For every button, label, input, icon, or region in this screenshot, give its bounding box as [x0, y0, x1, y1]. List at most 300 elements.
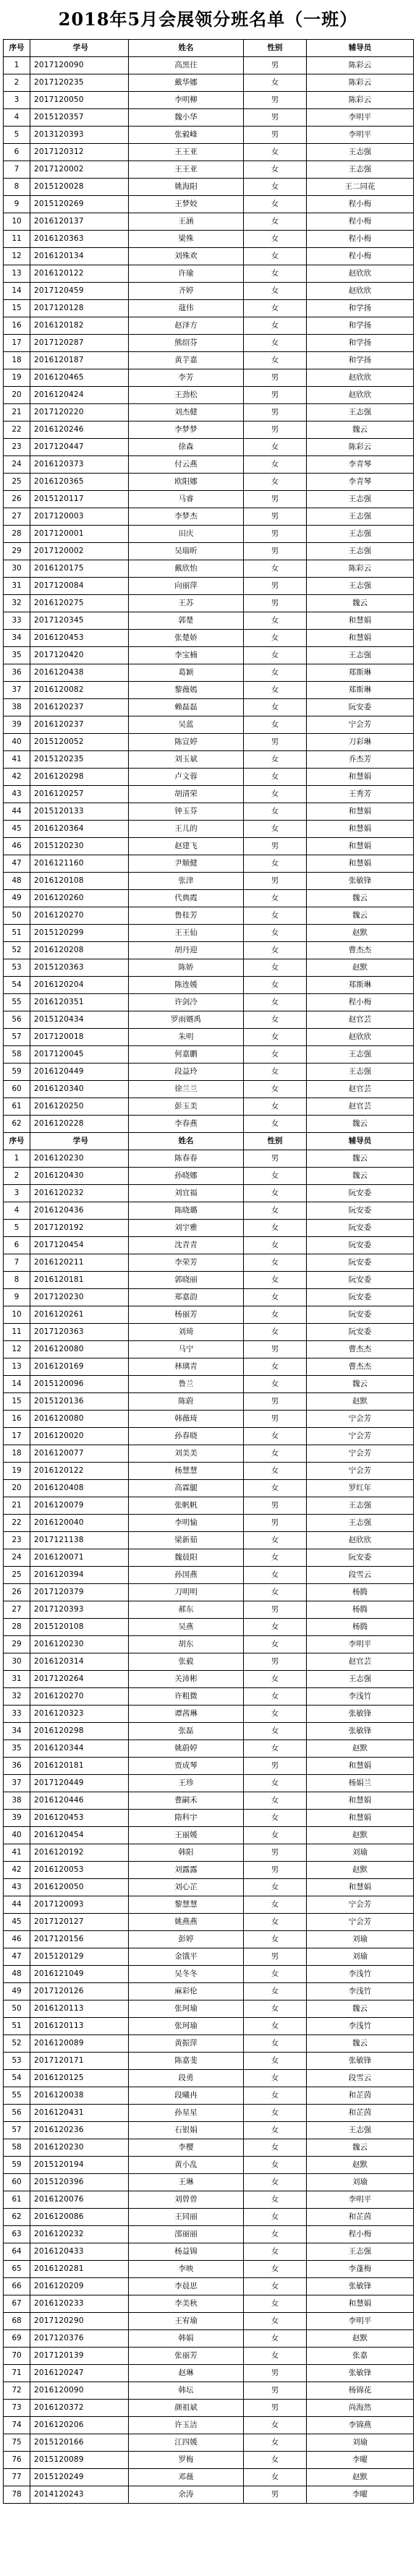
gender-cell: 女 [244, 2105, 307, 2122]
name-cell: 杨慧慧 [129, 1463, 244, 1480]
name-cell: 陈晓璐 [129, 1202, 244, 1220]
student-id-cell: 2017120126 [30, 1983, 129, 2001]
gender-cell: 女 [244, 1931, 307, 1948]
table-row [4, 1463, 414, 1480]
counselor-cell: 程小梅 [307, 248, 414, 265]
table-row [4, 1636, 414, 1653]
student-id-cell: 2016120453 [30, 630, 129, 647]
seq-cell: 33 [4, 1706, 30, 1723]
gender-cell: 女 [244, 959, 307, 977]
table-row [4, 1706, 414, 1723]
counselor-cell: 杨腾 [307, 1601, 414, 1619]
student-id-cell: 2016120232 [30, 1185, 129, 1202]
counselor-cell: 和学扬 [307, 317, 414, 335]
table-row [4, 317, 414, 335]
table-row [4, 942, 414, 959]
gender-cell: 女 [244, 1740, 307, 1758]
counselor-cell: 陈彩云 [307, 57, 414, 74]
name-cell: 徐兰兰 [129, 1081, 244, 1098]
counselor-cell: 程小梅 [307, 196, 414, 213]
gender-cell: 女 [244, 1480, 307, 1497]
name-cell: 张津 [129, 873, 244, 890]
gender-cell: 女 [244, 2295, 307, 2313]
gender-cell: 女 [244, 1723, 307, 1740]
student-id-cell: 2016120076 [30, 2191, 129, 2209]
counselor-cell: 和慧娟 [307, 769, 414, 786]
table-row [4, 1324, 414, 1341]
student-id-cell: 2016120209 [30, 2278, 129, 2295]
counselor-cell: 和慧娟 [307, 612, 414, 630]
column-header: 学号 [30, 40, 129, 57]
counselor-cell: 和慧娟 [307, 855, 414, 873]
name-cell: 彭婷 [129, 1931, 244, 1948]
name-cell: 张毅峰 [129, 127, 244, 144]
counselor-cell: 阮安委 [307, 1202, 414, 1220]
seq-cell: 33 [4, 612, 30, 630]
seq-cell: 16 [4, 1411, 30, 1428]
counselor-cell: 曹杰杰 [307, 1341, 414, 1358]
seq-cell: 54 [4, 977, 30, 994]
gender-cell: 女 [244, 612, 307, 630]
seq-cell: 26 [4, 1584, 30, 1601]
student-id-cell: 2016120230 [30, 1636, 129, 1653]
gender-cell: 女 [244, 1445, 307, 1463]
name-cell: 刘露露 [129, 1862, 244, 1879]
name-cell: 吴燕 [129, 1619, 244, 1636]
seq-cell: 45 [4, 1914, 30, 1931]
table-row [4, 1671, 414, 1688]
student-id-cell: 2015120129 [30, 1948, 129, 1966]
table-row [4, 144, 414, 161]
gender-cell: 女 [244, 2417, 307, 2434]
name-cell: 代典霞 [129, 890, 244, 907]
counselor-cell: 和慧娟 [307, 838, 414, 855]
name-cell: 刘殊欢 [129, 248, 244, 265]
seq-cell: 46 [4, 838, 30, 855]
name-cell: 陈春春 [129, 1150, 244, 1168]
counselor-cell: 和慧娟 [307, 1810, 414, 1827]
student-id-cell: 2017120312 [30, 144, 129, 161]
name-cell: 杨益锦 [129, 2243, 244, 2261]
seq-cell: 58 [4, 2139, 30, 2157]
counselor-cell: 王志强 [307, 578, 414, 595]
name-cell: 黄小乱 [129, 2157, 244, 2174]
gender-cell: 女 [244, 265, 307, 283]
student-id-cell: 2016120232 [30, 2226, 129, 2243]
seq-cell: 71 [4, 2365, 30, 2382]
seq-cell: 51 [4, 925, 30, 942]
seq-cell: 17 [4, 1428, 30, 1445]
seq-cell: 28 [4, 526, 30, 543]
seq-cell: 60 [4, 2174, 30, 2191]
name-cell: 韩阳 [129, 1844, 244, 1862]
table-row [4, 2157, 414, 2174]
counselor-cell: 李明平 [307, 1636, 414, 1653]
table-row [4, 1584, 414, 1601]
student-id-cell: 2017120192 [30, 1220, 129, 1237]
gender-cell: 男 [244, 1653, 307, 1671]
student-id-cell: 2016120236 [30, 2122, 129, 2139]
gender-cell: 女 [244, 2018, 307, 2035]
gender-cell: 女 [244, 1237, 307, 1254]
name-cell: 郝东 [129, 1601, 244, 1619]
name-cell: 曹嗣禾 [129, 1792, 244, 1810]
student-id-cell: 2015120133 [30, 803, 129, 821]
table-row [4, 335, 414, 352]
table-row [4, 352, 414, 369]
gender-cell: 女 [244, 682, 307, 699]
gender-cell: 男 [244, 1515, 307, 1532]
counselor-cell: 程小梅 [307, 994, 414, 1011]
seq-cell: 42 [4, 1862, 30, 1879]
counselor-cell: 阮安委 [307, 1220, 414, 1237]
seq-cell: 43 [4, 786, 30, 803]
gender-cell: 女 [244, 1116, 307, 1133]
student-id-cell: 2016120438 [30, 664, 129, 682]
gender-cell: 女 [244, 1081, 307, 1098]
counselor-cell: 宁会芳 [307, 1914, 414, 1931]
table-row [4, 2313, 414, 2330]
table-row [4, 57, 414, 74]
gender-cell: 女 [244, 2087, 307, 2105]
student-id-cell: 2015120357 [30, 109, 129, 127]
gender-cell: 女 [244, 1306, 307, 1324]
name-cell: 韩坛 [129, 2382, 244, 2400]
counselor-cell: 王志强 [307, 2243, 414, 2261]
table-row [4, 803, 414, 821]
counselor-cell: 阮安委 [307, 1549, 414, 1567]
counselor-cell: 赵默 [307, 1740, 414, 1758]
table-row [4, 595, 414, 612]
seq-cell: 39 [4, 1810, 30, 1827]
gender-cell: 女 [244, 352, 307, 369]
table-row [4, 1150, 414, 1168]
counselor-cell: 赵默 [307, 1827, 414, 1844]
name-cell: 王琳 [129, 2174, 244, 2191]
table-row [4, 2434, 414, 2452]
name-cell: 李晨思 [129, 2278, 244, 2295]
seq-cell: 35 [4, 647, 30, 664]
counselor-cell: 李曜 [307, 2452, 414, 2469]
table-row [4, 127, 414, 144]
name-cell: 颜祖斌 [129, 2400, 244, 2417]
student-id-cell: 2017120002 [30, 543, 129, 560]
counselor-cell: 李浅竹 [307, 1983, 414, 2001]
counselor-cell: 阮安委 [307, 1185, 414, 1202]
gender-cell: 女 [244, 1098, 307, 1116]
counselor-cell: 杨锦花 [307, 2382, 414, 2400]
seq-cell: 60 [4, 1081, 30, 1098]
gender-cell: 男 [244, 1862, 307, 1879]
student-id-cell: 2016120431 [30, 2105, 129, 2122]
gender-cell: 女 [244, 2226, 307, 2243]
table-row [4, 109, 414, 127]
name-cell: 段益玲 [129, 1064, 244, 1081]
student-id-cell: 2016120430 [30, 1168, 129, 1185]
name-cell: 王宥瑜 [129, 2313, 244, 2330]
table-row [4, 456, 414, 474]
seq-cell: 77 [4, 2469, 30, 2486]
table-row [4, 1931, 414, 1948]
counselor-cell: 魏云 [307, 422, 414, 439]
student-id-cell: 2017120003 [30, 508, 129, 526]
seq-cell: 39 [4, 716, 30, 734]
counselor-cell: 和学扬 [307, 335, 414, 352]
gender-cell: 女 [244, 196, 307, 213]
name-cell: 刘杰健 [129, 404, 244, 422]
table-row [4, 526, 414, 543]
table-row [4, 74, 414, 92]
gender-cell: 女 [244, 1619, 307, 1636]
student-id-cell: 2016120090 [30, 2382, 129, 2400]
page-title: 2018年5月会展领分班名单（一班） [58, 9, 358, 30]
gender-cell: 女 [244, 1896, 307, 1914]
name-cell: 付云燕 [129, 456, 244, 474]
student-id-cell: 2016120080 [30, 1411, 129, 1428]
table-row [4, 1272, 414, 1289]
name-cell: 黄芋嘉 [129, 352, 244, 369]
student-id-cell: 2016120372 [30, 2400, 129, 2417]
seq-cell: 22 [4, 422, 30, 439]
counselor-cell: 赵官芸 [307, 1653, 414, 1671]
counselor-cell: 王志强 [307, 491, 414, 508]
name-cell: 赵泽方 [129, 317, 244, 335]
student-id-cell: 2016120187 [30, 352, 129, 369]
student-id-cell: 2015120434 [30, 1011, 129, 1029]
table-row [4, 1966, 414, 1983]
student-id-cell: 2016120122 [30, 265, 129, 283]
table-row [4, 1393, 414, 1411]
gender-cell: 女 [244, 456, 307, 474]
student-id-cell: 2016120247 [30, 2365, 129, 2382]
table-row [4, 2087, 414, 2105]
seq-cell: 25 [4, 474, 30, 491]
gender-cell: 女 [244, 1185, 307, 1202]
counselor-cell: 魏云 [307, 2035, 414, 2053]
student-id-cell: 2017120264 [30, 1671, 129, 1688]
seq-cell: 49 [4, 890, 30, 907]
seq-cell: 29 [4, 543, 30, 560]
seq-cell: 31 [4, 578, 30, 595]
column-header: 学号 [30, 1133, 129, 1150]
name-cell: 姚海阳 [129, 179, 244, 196]
seq-cell: 21 [4, 404, 30, 422]
table-row [4, 1220, 414, 1237]
student-id-cell: 2016120351 [30, 994, 129, 1011]
name-cell: 金饿平 [129, 1948, 244, 1966]
student-id-cell: 2016120394 [30, 1567, 129, 1584]
table-row [4, 2174, 414, 2191]
table-row [4, 1983, 414, 2001]
table-row [4, 2070, 414, 2087]
name-cell: 谭茜琳 [129, 1706, 244, 1723]
table-row [4, 1740, 414, 1758]
table-row [4, 855, 414, 873]
gender-cell: 女 [244, 2122, 307, 2139]
gender-cell: 女 [244, 2313, 307, 2330]
name-cell: 郑嘉韵 [129, 1289, 244, 1306]
table-row [4, 369, 414, 387]
counselor-cell: 曹杰杰 [307, 942, 414, 959]
name-cell: 赖磊磊 [129, 699, 244, 716]
counselor-cell: 张嘉 [307, 2348, 414, 2365]
gender-cell: 女 [244, 821, 307, 838]
name-cell: 李明愉 [129, 1515, 244, 1532]
table-row [4, 1376, 414, 1393]
counselor-cell: 魏云 [307, 2001, 414, 2018]
name-cell: 刀明明 [129, 1584, 244, 1601]
name-cell: 杨丽芳 [129, 1306, 244, 1324]
seq-cell: 53 [4, 959, 30, 977]
gender-cell: 女 [244, 1584, 307, 1601]
counselor-cell: 王志强 [307, 1497, 414, 1515]
table-row [4, 1237, 414, 1254]
seq-cell: 75 [4, 2434, 30, 2452]
table-row [4, 612, 414, 630]
seq-cell: 14 [4, 283, 30, 300]
gender-cell: 女 [244, 2434, 307, 2452]
counselor-cell: 和芷茵 [307, 2087, 414, 2105]
seq-cell: 74 [4, 2417, 30, 2434]
student-id-cell: 2016120204 [30, 977, 129, 994]
table-row [4, 578, 414, 595]
student-id-cell: 2017120345 [30, 612, 129, 630]
gender-cell: 女 [244, 647, 307, 664]
table-row [4, 1011, 414, 1029]
counselor-cell: 张敏锋 [307, 1706, 414, 1723]
table-row [4, 439, 414, 456]
table-row [4, 716, 414, 734]
seq-cell: 4 [4, 1202, 30, 1220]
seq-cell: 40 [4, 1827, 30, 1844]
counselor-cell: 刘瑜 [307, 2434, 414, 2452]
student-id-cell: 2016120230 [30, 2139, 129, 2157]
counselor-cell: 张敏锋 [307, 873, 414, 890]
seq-cell: 17 [4, 335, 30, 352]
counselor-cell: 和慧娟 [307, 1792, 414, 1810]
table-row [4, 1202, 414, 1220]
student-id-cell: 2017120449 [30, 1775, 129, 1792]
roster-body [4, 40, 414, 2504]
table-row [4, 1306, 414, 1324]
gender-cell: 女 [244, 907, 307, 925]
table-row [4, 1862, 414, 1879]
seq-cell: 37 [4, 682, 30, 699]
seq-cell: 41 [4, 1844, 30, 1862]
student-id-cell: 2017120459 [30, 283, 129, 300]
seq-cell: 15 [4, 300, 30, 317]
name-cell: 孙春晓 [129, 1428, 244, 1445]
student-id-cell: 2017120220 [30, 404, 129, 422]
counselor-cell: 赵欣欣 [307, 387, 414, 404]
counselor-cell: 和慧娟 [307, 821, 414, 838]
name-cell: 鲁桂芳 [129, 907, 244, 925]
student-id-cell: 2016120298 [30, 769, 129, 786]
student-id-cell: 2017120171 [30, 2053, 129, 2070]
student-id-cell: 2017120363 [30, 1324, 129, 1341]
gender-cell: 男 [244, 1758, 307, 1775]
table-row [4, 2191, 414, 2209]
gender-cell: 女 [244, 1463, 307, 1480]
student-id-cell: 2015120166 [30, 2434, 129, 2452]
seq-cell: 14 [4, 1376, 30, 1393]
gender-cell: 男 [244, 2486, 307, 2504]
student-id-cell: 2016120250 [30, 1098, 129, 1116]
student-id-cell: 2016120257 [30, 786, 129, 803]
student-id-cell: 2017120128 [30, 300, 129, 317]
gender-cell: 女 [244, 1376, 307, 1393]
gender-cell: 女 [244, 2035, 307, 2053]
name-cell: 麻彩伦 [129, 1983, 244, 2001]
table-row [4, 300, 414, 317]
gender-cell: 女 [244, 1636, 307, 1653]
seq-cell: 27 [4, 508, 30, 526]
student-id-cell: 2015120235 [30, 751, 129, 769]
student-id-cell: 2016120281 [30, 2261, 129, 2278]
counselor-cell: 赵默 [307, 959, 414, 977]
counselor-cell: 赵默 [307, 2157, 414, 2174]
gender-cell: 男 [244, 734, 307, 751]
table-row [4, 2417, 414, 2434]
counselor-cell: 李锦燕 [307, 2417, 414, 2434]
name-cell: 段曦冉 [129, 2087, 244, 2105]
student-id-cell: 2016120261 [30, 1306, 129, 1324]
student-id-cell: 2015120396 [30, 2174, 129, 2191]
gender-cell: 男 [244, 369, 307, 387]
name-cell: 李宝楠 [129, 647, 244, 664]
table-row [4, 751, 414, 769]
name-cell: 许剑冷 [129, 994, 244, 1011]
student-id-cell: 2016121049 [30, 1966, 129, 1983]
name-cell: 李樱 [129, 2139, 244, 2157]
student-id-cell: 2017120002 [30, 161, 129, 179]
counselor-cell: 李浅竹 [307, 1966, 414, 1983]
seq-cell: 2 [4, 1168, 30, 1185]
seq-cell: 67 [4, 2295, 30, 2313]
name-cell: 姚蔚婷 [129, 1740, 244, 1758]
seq-cell: 59 [4, 1064, 30, 1081]
gender-cell: 女 [244, 1983, 307, 2001]
table-row [4, 890, 414, 907]
student-id-cell: 2016120237 [30, 699, 129, 716]
counselor-cell: 赵官芸 [307, 1081, 414, 1098]
table-row [4, 699, 414, 716]
student-id-cell: 2016120089 [30, 2035, 129, 2053]
student-id-cell: 2015120249 [30, 2469, 129, 2486]
table-row [4, 1515, 414, 1532]
counselor-cell: 王志强 [307, 1515, 414, 1532]
name-cell: 刘心芷 [129, 1879, 244, 1896]
seq-cell: 51 [4, 2018, 30, 2035]
name-cell: 吴冬冬 [129, 1966, 244, 1983]
gender-cell: 女 [244, 2053, 307, 2070]
table-row [4, 560, 414, 578]
seq-cell: 19 [4, 1463, 30, 1480]
seq-cell: 9 [4, 196, 30, 213]
seq-cell: 43 [4, 1879, 30, 1896]
counselor-cell: 宁会芳 [307, 1445, 414, 1463]
seq-cell: 23 [4, 1532, 30, 1549]
gender-cell: 女 [244, 2070, 307, 2087]
student-id-cell: 2016120181 [30, 1272, 129, 1289]
counselor-cell: 魏云 [307, 2139, 414, 2157]
table-row [4, 2226, 414, 2243]
student-id-cell: 2016120275 [30, 595, 129, 612]
student-id-cell: 2016120323 [30, 1706, 129, 1723]
name-cell: 马宁 [129, 1341, 244, 1358]
table-row [4, 196, 414, 213]
counselor-cell: 陈彩云 [307, 560, 414, 578]
